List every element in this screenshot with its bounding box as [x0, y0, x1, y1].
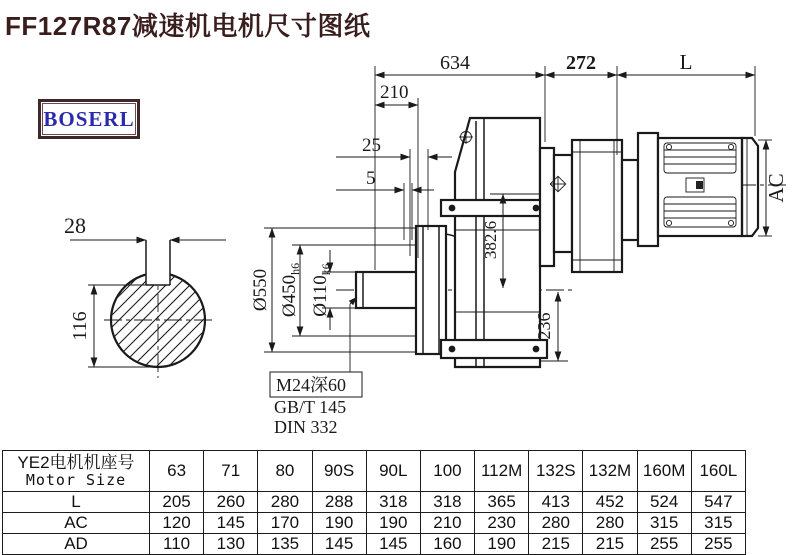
table-cell: 145: [312, 534, 366, 555]
table-cell: 110: [150, 534, 204, 555]
note-din-standard: DIN 332: [274, 417, 338, 437]
table-cell: 318: [366, 492, 420, 513]
page-title: FF127R87减速机电机尺寸图纸: [5, 11, 371, 41]
column-header: 63: [150, 451, 204, 492]
table-cell: 288: [312, 492, 366, 513]
table-cell: 255: [637, 534, 691, 555]
size-table: [2, 450, 746, 555]
column-header: 90S: [312, 451, 366, 492]
dim-L: L: [679, 50, 693, 74]
dim-diameter-450: $Ø450_{h6}$: [279, 262, 302, 318]
table-cell: 365: [475, 492, 529, 513]
table-header-row: [3, 451, 746, 492]
keyway-slot: [147, 256, 170, 285]
table-cell: 205: [150, 492, 204, 513]
column-header: 100: [420, 451, 474, 492]
column-header: 71: [204, 451, 258, 492]
table-cell: 413: [529, 492, 583, 513]
table-cell: 160: [420, 534, 474, 555]
column-header: 160M: [637, 451, 691, 492]
dim-236: 236: [534, 312, 554, 340]
dim-116: 116: [69, 311, 91, 341]
note-gb-standard: GB/T 145: [274, 397, 347, 417]
table-cell: 280: [529, 513, 583, 534]
column-header: 112M: [475, 451, 529, 492]
table-cell: 130: [204, 534, 258, 555]
table-cell: 215: [583, 534, 637, 555]
column-header: 80: [258, 451, 312, 492]
table-cell: 318: [420, 492, 474, 513]
shaft-cross-section-view: [45, 213, 265, 378]
table-cell: 524: [637, 492, 691, 513]
table-cell: 135: [258, 534, 312, 555]
output-shaft: [356, 272, 418, 308]
dim-382: 382.6: [481, 220, 500, 260]
column-header: 132S: [529, 451, 583, 492]
table-cell: 210: [420, 513, 474, 534]
column-header: 132M: [583, 451, 637, 492]
table-cell: 190: [312, 513, 366, 534]
fan-cover: [742, 138, 758, 236]
table-row: [3, 492, 746, 513]
row-label: AD: [3, 534, 150, 555]
table-cell: 170: [258, 513, 312, 534]
dim-diameter-110: $Ø110_{k6}$: [310, 263, 333, 317]
dim-AC: AC: [764, 173, 788, 203]
motor: [638, 133, 758, 246]
table-cell: 280: [583, 513, 637, 534]
table-row: [3, 513, 746, 534]
input-adapter: [540, 140, 638, 272]
table-row: [3, 534, 746, 555]
table-cell: 315: [691, 513, 745, 534]
dim-diameter-550: Ø550: [250, 268, 271, 312]
motor-size-header-en: Motor Size: [25, 471, 127, 489]
motor-size-header: [3, 451, 150, 492]
note-thread: M24深60: [276, 375, 347, 395]
dim-210: 210: [380, 82, 409, 103]
dim-634: 634: [440, 52, 470, 74]
table-cell: 190: [475, 534, 529, 555]
row-label: AC: [3, 513, 150, 534]
column-header: 160L: [691, 451, 745, 492]
table-cell: 145: [204, 513, 258, 534]
table-cell: 145: [366, 534, 420, 555]
dim-272: 272: [566, 52, 596, 74]
table-cell: 547: [691, 492, 745, 513]
table-cell: 215: [529, 534, 583, 555]
column-header: 90L: [366, 451, 420, 492]
dim-25: 25: [362, 135, 381, 156]
table-cell: 260: [204, 492, 258, 513]
dim-AC-group: [758, 140, 788, 236]
boserl-logo-text: BOSERL: [43, 106, 135, 131]
dim-5: 5: [366, 168, 376, 189]
table-cell: 255: [691, 534, 745, 555]
motor-size-header-cn: YE2电机机座号: [17, 453, 135, 472]
table-cell: 190: [366, 513, 420, 534]
table-cell: 315: [637, 513, 691, 534]
table-cell: 120: [150, 513, 204, 534]
dim-28: 28: [64, 213, 86, 238]
table-cell: 280: [258, 492, 312, 513]
main-assembly-view: [250, 50, 788, 437]
table-cell: 452: [583, 492, 637, 513]
row-label: L: [3, 492, 150, 513]
table-cell: 230: [475, 513, 529, 534]
